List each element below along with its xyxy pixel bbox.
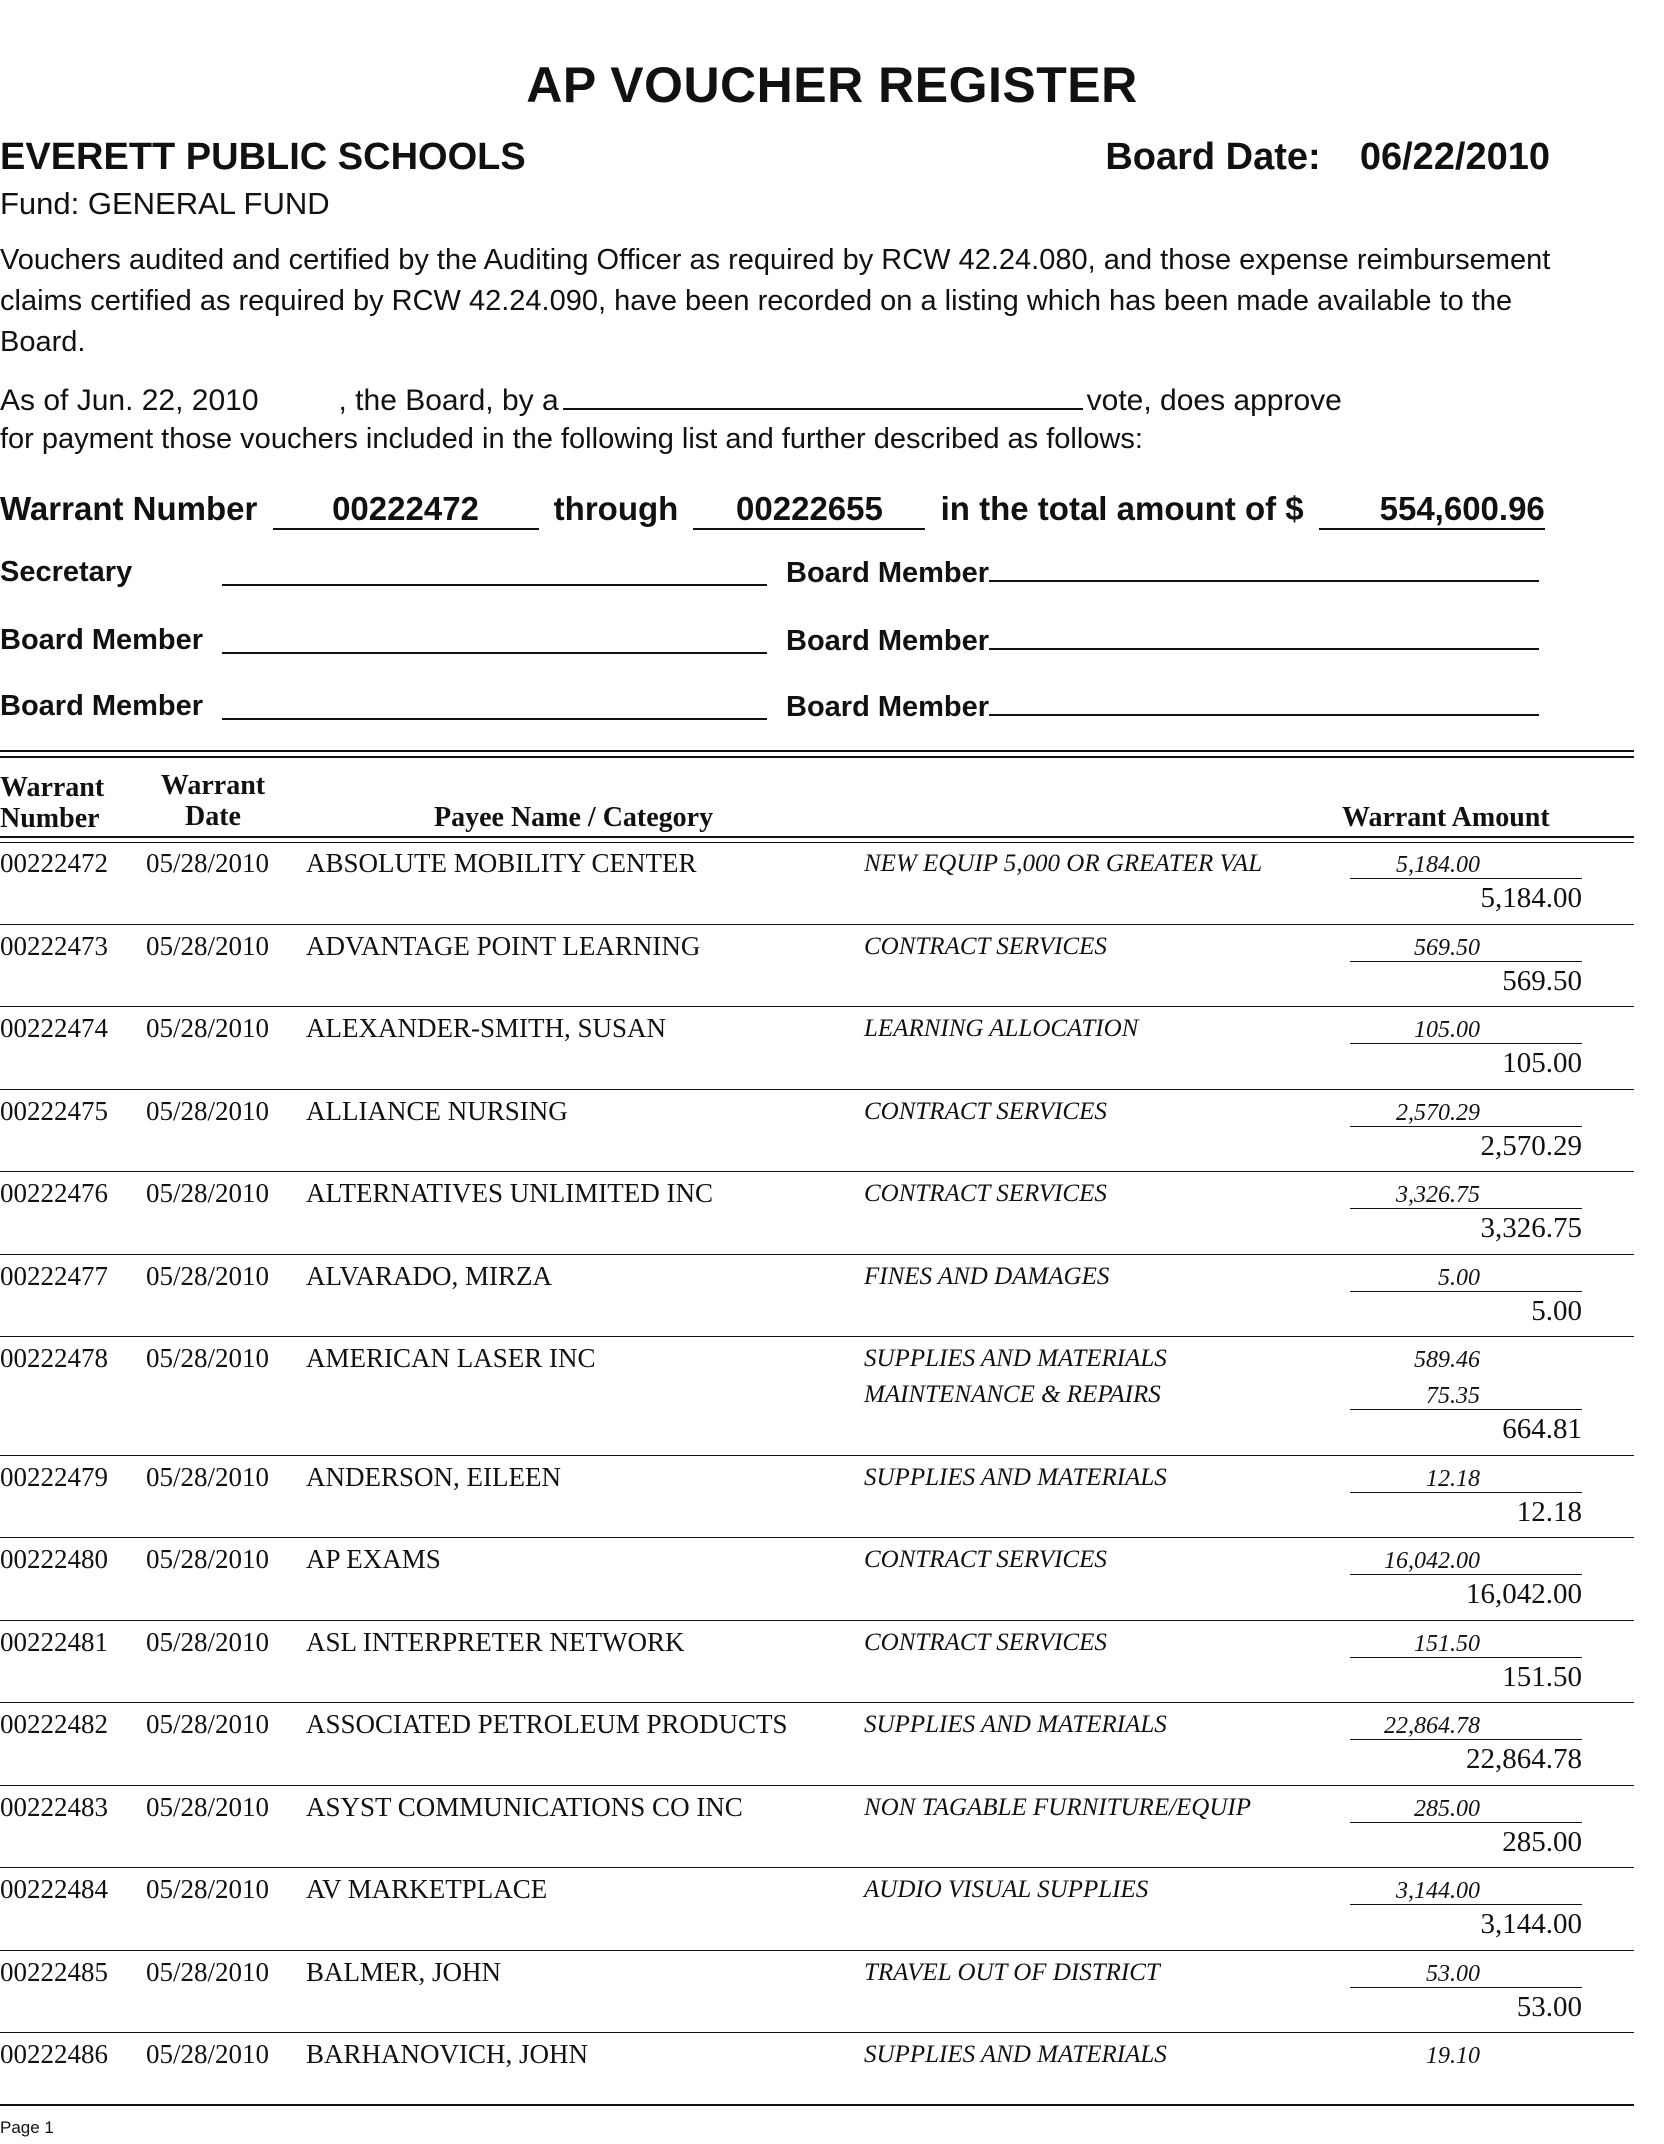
payee-name: BARHANOVICH, JOHN (306, 2039, 589, 2069)
signature-board-member (0, 624, 203, 657)
category: FINES AND DAMAGES (864, 1262, 1110, 1290)
warrant-number: 00222480 (0, 1544, 108, 1574)
payee-name: ANDERSON, EILEEN (306, 1461, 561, 1492)
category: CONTRACT SERVICES (864, 1628, 1107, 1656)
warrant-date: 05/28/2010 (146, 1709, 270, 1739)
row-separator (0, 1537, 1634, 1538)
amount-rule (1350, 1126, 1582, 1127)
warrant-number: 00222476 (0, 1178, 108, 1208)
warrant-number: 00222485 (0, 1956, 108, 1987)
warrant-total: 664.81 (1502, 1413, 1582, 1445)
category: NON TAGABLE FURNITURE/EQUIP (864, 1793, 1252, 1821)
category: CONTRACT SERVICES (864, 1180, 1107, 1207)
amount-rule (1350, 1492, 1582, 1493)
amount-rule (1350, 1657, 1582, 1658)
payee-name: ALEXANDER-SMITH, SUSAN (306, 1013, 667, 1043)
amount-rule (1350, 1822, 1582, 1823)
payee-name: ALVARADO, MIRZA (306, 1260, 553, 1291)
payee-name: ASL INTERPRETER NETWORK (306, 1626, 685, 1657)
row-separator (0, 1336, 1634, 1337)
column-header-date (153, 770, 273, 832)
warrant-number: 00222474 (0, 1013, 108, 1043)
row-separator (0, 1620, 1634, 1621)
payee-name: ASSOCIATED PETROLEUM PRODUCTS (306, 1709, 788, 1739)
warrant-total: 105.00 (1502, 1047, 1582, 1079)
amount-rule (1350, 1739, 1582, 1740)
line-amount: 53.00 (1426, 1960, 1480, 1987)
row-separator (0, 2032, 1634, 2033)
payee-name: BALMER, JOHN (306, 1956, 502, 1987)
line-amount: 19.10 (1426, 2043, 1480, 2069)
amount-rule (1350, 1291, 1582, 1292)
row-separator (0, 1950, 1634, 1951)
line-amount: 5.00 (1438, 1264, 1480, 1291)
line-amount: 3,326.75 (1396, 1182, 1480, 1208)
warrant-number: 00222475 (0, 1095, 108, 1126)
warrant-number: 00222482 (0, 1709, 108, 1739)
payee-name: AV MARKETPLACE (306, 1874, 548, 1904)
signature-label: Board Member (786, 691, 990, 723)
signature-label: Secretary (0, 556, 133, 588)
line-amount: 75.35 (1426, 1383, 1480, 1409)
signature-line (222, 690, 767, 728)
signature-label: Board Member (0, 624, 204, 656)
column-header-line: Warrant (0, 772, 105, 803)
column-header-amount: Warrant Amount (1342, 802, 1550, 833)
category: CONTRACT SERVICES (864, 932, 1107, 960)
header-rule (0, 756, 1634, 758)
amount-rule (1350, 1208, 1582, 1209)
line-amount: 151.50 (1414, 1630, 1480, 1657)
warrant-total: 53.00 (1516, 1990, 1582, 2023)
warrant-date: 05/28/2010 (146, 1626, 270, 1657)
through-label: through (553, 490, 679, 527)
warrant-number: 00222477 (0, 1260, 108, 1291)
signature-board-member (0, 690, 203, 723)
warrant-total: 16,042.00 (1466, 1578, 1582, 1610)
warrant-total: 22,864.78 (1466, 1743, 1582, 1775)
line-amount: 569.50 (1414, 934, 1480, 961)
payee-name: ALLIANCE NURSING (306, 1095, 568, 1126)
column-header-number (0, 772, 104, 834)
warrant-number-label: Warrant Number (0, 490, 258, 527)
payee-name: AP EXAMS (306, 1544, 441, 1574)
amount-rule (1350, 1904, 1582, 1905)
warrant-total: 3,326.75 (1480, 1212, 1582, 1244)
category: CONTRACT SERVICES (864, 1097, 1107, 1125)
warrant-date: 05/28/2010 (146, 1013, 270, 1043)
fund-label: Fund: GENERAL FUND (0, 186, 330, 221)
category: CONTRACT SERVICES (864, 1546, 1107, 1573)
category: SUPPLIES AND MATERIALS (864, 1345, 1167, 1372)
signature-line (222, 556, 767, 594)
warrant-number: 00222472 (0, 848, 108, 878)
certification-text: Vouchers audited and certified by the Auditing Officer as required by RCW 42.24.080, and those expense reimbursement claims certified as required by RCW 42.24.090, have been recorded on a listing which has been made available to the Board. (0, 244, 1551, 358)
signature-line (222, 624, 767, 662)
warrant-number: 00222481 (0, 1626, 108, 1657)
warrant-number: 00222478 (0, 1343, 108, 1373)
amount-rule (1350, 878, 1582, 879)
payee-name: ABSOLUTE MOBILITY CENTER (306, 848, 697, 878)
category: AUDIO VISUAL SUPPLIES (864, 1876, 1149, 1903)
row-separator (0, 1455, 1634, 1456)
row-separator (0, 924, 1634, 925)
category: MAINTENANCE & REPAIRS (864, 1381, 1161, 1408)
category: SUPPLIES AND MATERIALS (864, 1711, 1167, 1738)
line-amount: 5,184.00 (1396, 852, 1480, 878)
warrant-number: 00222473 (0, 930, 108, 961)
board-date (1105, 136, 1550, 179)
warrant-summary (0, 490, 1551, 530)
signature-label: Board Member (0, 690, 204, 722)
signature-board-member (786, 552, 1539, 590)
warrant-date: 05/28/2010 (146, 1791, 270, 1822)
warrant-number: 00222483 (0, 1791, 108, 1822)
warrant-total: 569.50 (1502, 964, 1582, 997)
amount-rule (1350, 1409, 1582, 1410)
approval-line (0, 380, 1342, 418)
board-date-label: Board Date: (1105, 136, 1321, 178)
page-number: Page 1 (0, 2118, 54, 2137)
category: LEARNING ALLOCATION (864, 1015, 1139, 1042)
warrant-total: 5,184.00 (1480, 882, 1582, 914)
line-amount: 12.18 (1426, 1465, 1480, 1492)
warrant-from: 00222472 (273, 490, 539, 530)
warrant-date: 05/28/2010 (146, 848, 270, 878)
approval-line-2: for payment those vouchers included in the following list and further described as follows: (0, 423, 1143, 455)
row-separator (0, 1006, 1634, 1007)
column-header-payee: Payee Name / Category (434, 802, 714, 833)
signature-board-member (786, 620, 1539, 658)
vote-text: vote, does approve (1086, 384, 1342, 417)
row-separator (0, 1254, 1634, 1255)
column-header-line: Warrant (160, 770, 266, 801)
payee-name: ASYST COMMUNICATIONS CO INC (306, 1791, 743, 1822)
column-header-line: Date (185, 801, 241, 832)
category: TRAVEL OUT OF DISTRICT (864, 1958, 1160, 1986)
warrant-date: 05/28/2010 (146, 2039, 270, 2069)
amount-rule (1350, 1574, 1582, 1575)
header-rule (0, 750, 1634, 752)
organization-name: EVERETT PUBLIC SCHOOLS (0, 136, 526, 178)
warrant-date: 05/28/2010 (146, 1178, 270, 1208)
line-amount: 16,042.00 (1384, 1548, 1480, 1574)
warrant-total: 151.50 (1502, 1660, 1582, 1693)
row-separator (0, 1785, 1634, 1786)
warrant-number: 00222484 (0, 1874, 108, 1904)
line-amount: 105.00 (1414, 1017, 1480, 1043)
total-amount-label: in the total amount of $ (940, 490, 1304, 527)
category: NEW EQUIP 5,000 OR GREATER VAL (864, 850, 1263, 877)
amount-rule (1350, 1043, 1582, 1044)
total-amount: 554,600.96 (1319, 490, 1545, 530)
warrant-date: 05/28/2010 (146, 1095, 270, 1126)
warrant-total: 5.00 (1531, 1294, 1582, 1327)
warrant-date: 05/28/2010 (146, 1343, 270, 1373)
warrant-total: 2,570.29 (1480, 1129, 1582, 1162)
payee-name: ALTERNATIVES UNLIMITED INC (306, 1178, 713, 1208)
warrant-date: 05/28/2010 (146, 1544, 270, 1574)
warrant-total: 285.00 (1502, 1825, 1582, 1858)
row-separator (0, 1171, 1634, 1172)
column-header-line: Number (0, 803, 100, 834)
row-separator (0, 1867, 1634, 1868)
row-separator (0, 1089, 1634, 1090)
warrant-date: 05/28/2010 (146, 1956, 270, 1987)
warrant-number: 00222486 (0, 2039, 108, 2069)
warrant-date: 05/28/2010 (146, 1874, 270, 1904)
as-of-date: As of Jun. 22, 2010 (0, 384, 259, 417)
amount-rule (1350, 1987, 1582, 1988)
header-rule (0, 836, 1634, 838)
warrant-date: 05/28/2010 (146, 930, 270, 961)
payee-name: AMERICAN LASER INC (306, 1343, 596, 1373)
board-by-text: , the Board, by a (338, 384, 559, 417)
line-amount: 22,864.78 (1384, 1713, 1480, 1739)
amount-rule (1350, 961, 1582, 962)
vote-blank (563, 380, 1083, 410)
warrant-number: 00222479 (0, 1461, 108, 1492)
signature-label: Board Member (786, 557, 990, 589)
header-rule (0, 842, 1634, 843)
line-amount: 589.46 (1414, 1347, 1480, 1373)
page-title: AP VOUCHER REGISTER (526, 57, 1138, 113)
row-separator (0, 1702, 1634, 1703)
warrant-to: 00222655 (693, 490, 925, 530)
line-amount: 285.00 (1414, 1795, 1480, 1822)
signature-board-member (786, 686, 1539, 724)
board-date-value: 06/22/2010 (1359, 136, 1550, 178)
warrant-total: 3,144.00 (1480, 1908, 1582, 1940)
warrant-total: 12.18 (1516, 1495, 1582, 1528)
payee-name: ADVANTAGE POINT LEARNING (306, 930, 701, 961)
footer-rule (0, 2104, 1634, 2106)
line-amount: 2,570.29 (1396, 1099, 1480, 1126)
category: SUPPLIES AND MATERIALS (864, 2041, 1167, 2068)
category: SUPPLIES AND MATERIALS (864, 1463, 1167, 1491)
signature-secretary (0, 556, 132, 589)
warrant-date: 05/28/2010 (146, 1260, 270, 1291)
warrant-date: 05/28/2010 (146, 1461, 270, 1492)
line-amount: 3,144.00 (1396, 1878, 1480, 1904)
signature-label: Board Member (786, 625, 990, 657)
